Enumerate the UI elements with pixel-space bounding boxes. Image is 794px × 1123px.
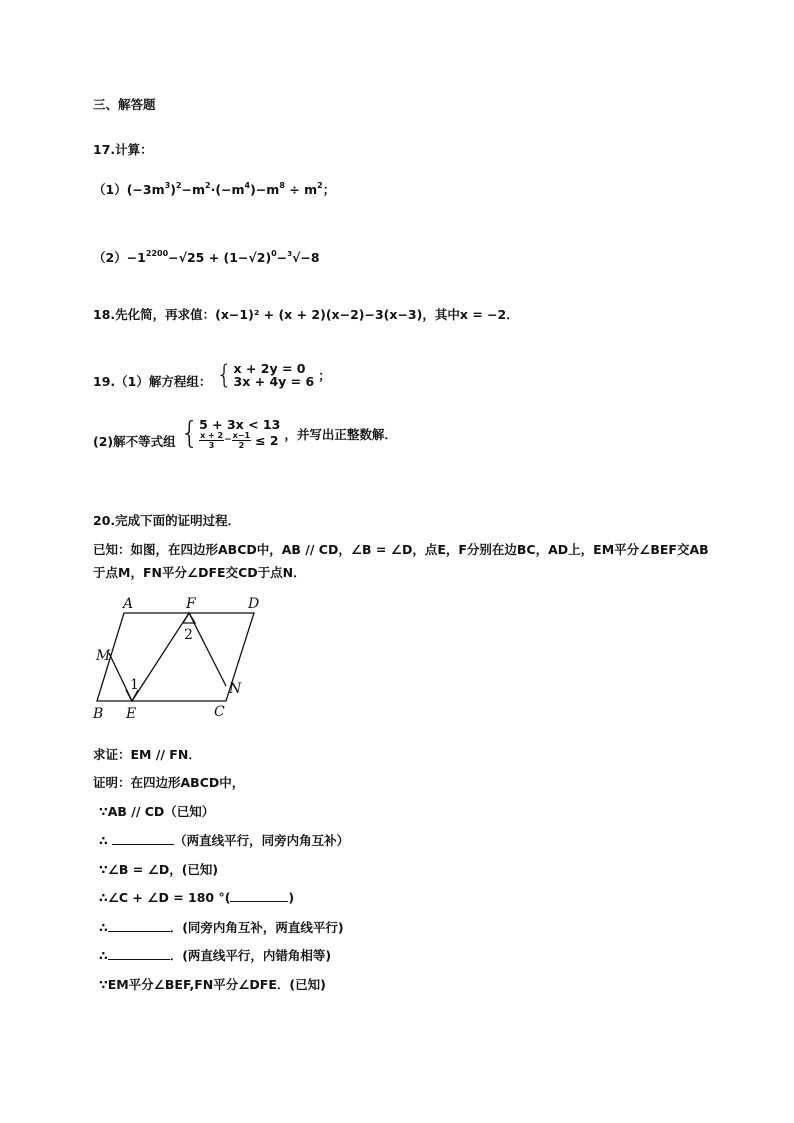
q20-proof-intro: 证明：在四边形ABCD中， xyxy=(93,775,245,790)
section-title: 三、解答题 xyxy=(93,97,156,112)
q17-p1-b: ) xyxy=(170,182,176,197)
q19-brace-1: { xyxy=(216,360,233,390)
segments-me-ef-fn xyxy=(109,613,226,701)
label-m: M xyxy=(96,648,111,664)
label-angle-2: 2 xyxy=(184,627,193,643)
q19-p2-tail: ，并写出正整数解． xyxy=(284,427,397,442)
q17-p1-h: ； xyxy=(322,182,336,197)
q17-p1-d: ·(−m xyxy=(210,182,245,197)
q17-p1-f: )−m xyxy=(250,182,280,197)
q20-given-line1: 已知：如图，在四边形ABCD中，AB // CD，∠B = ∠D，点E，F分别在边BC，AD上，EM平分∠BEF交AB xyxy=(93,542,709,557)
q17-part1 xyxy=(93,180,335,198)
label-n: N xyxy=(229,681,242,697)
q17-p2-a: −1 xyxy=(126,250,146,265)
q19-brace-2: { xyxy=(180,416,200,451)
q17-p1-g: ÷ m xyxy=(284,182,318,197)
q17-p2-e2200: 2200 xyxy=(145,249,169,258)
proof-step-6: ∴ ．(两直线平行，内错角相等) xyxy=(99,948,332,963)
q17-p2-e0: 0 xyxy=(271,249,277,258)
quadrilateral-figure xyxy=(88,592,278,724)
q19-p1-tail: ； xyxy=(318,368,331,383)
q17-p1-e8: 8 xyxy=(279,181,285,190)
q18-tail: ，其中x = −2． xyxy=(422,307,519,322)
proof-step-3: ∵∠B = ∠D，(已知) xyxy=(99,862,219,877)
blank-step-6[interactable] xyxy=(108,947,170,960)
label-b: B xyxy=(93,706,104,722)
q17-p1-e2: 2 xyxy=(175,181,182,190)
q20-given-line2: 于点M，FN平分∠DFE交CD于点N． xyxy=(93,565,306,580)
proof-step-4: ∴∠C + ∠D = 180 °( ) xyxy=(99,890,295,905)
q19-frac1: $\frac{x + 2}{3}$ xyxy=(200,431,224,450)
q18 xyxy=(93,305,519,323)
q20-label: 20.完成下面的证明过程． xyxy=(93,513,241,528)
q19-ineq1: 5 + 3x < 13 xyxy=(199,417,281,432)
label-f: F xyxy=(186,596,196,612)
q19-p2-label: (2)解不等式组 xyxy=(93,434,176,449)
blank-step-2[interactable] xyxy=(112,832,174,845)
q17-p2-num: （2） xyxy=(93,250,127,265)
label-c: C xyxy=(214,704,225,720)
q17-p1-e3: 3 xyxy=(164,181,171,190)
q17-p2-c: − xyxy=(276,250,288,265)
q19-ineq2: $\frac{x + 2}{3}$ − $\frac{x-1}{2}$ ≤ 2 xyxy=(200,431,279,450)
blank-step-5[interactable] xyxy=(108,919,170,932)
q17-p1-a: (−3m xyxy=(126,182,165,197)
q18-label: 18.先化简，再求值： xyxy=(93,307,216,322)
q17-part2 xyxy=(93,248,320,266)
q17-p1-e2c: 2 xyxy=(317,181,323,190)
q17-p1-e2b: 2 xyxy=(205,181,211,190)
q17-label: 17.计算： xyxy=(93,142,153,157)
label-angle-1: 1 xyxy=(130,677,139,693)
q19-eq2: 3x + 4y = 6 xyxy=(233,374,315,389)
q19-p1-label: 19.（1）解方程组： xyxy=(93,374,212,389)
q17-p2-d: √−8 xyxy=(292,250,320,265)
q19-inequality-system xyxy=(180,418,397,450)
proof-step-2: ∴ （两直线平行，同旁内角互补） xyxy=(99,833,350,848)
q17-p1-c: −m xyxy=(181,182,205,197)
q17-p1-e4: 4 xyxy=(244,181,251,190)
proof-step-1: ∵AB // CD（已知） xyxy=(99,804,215,819)
q20-prove: 求证：EM // FN． xyxy=(93,747,201,762)
q19-equation-system xyxy=(216,362,331,388)
label-d: D xyxy=(248,596,260,612)
label-a: A xyxy=(123,596,134,612)
label-e: E xyxy=(126,706,137,722)
q19-frac2: $\frac{x-1}{2}$ xyxy=(232,431,251,450)
blank-step-4[interactable] xyxy=(230,889,288,902)
proof-step-5: ∴ ．(同旁内角互补，两直线平行) xyxy=(99,920,344,935)
q19-eq1: x + 2y = 0 xyxy=(233,361,306,376)
q18-expr: (x−1)² + (x + 2)(x−2)−3(x−3) xyxy=(215,307,423,322)
q17-p2-root-index: 3 xyxy=(287,250,293,258)
q17-p1-num: （1） xyxy=(93,182,127,197)
q17-p2-b: −√25 + (1−√2) xyxy=(168,250,272,265)
proof-step-7: ∵EM平分∠BEF,FN平分∠DFE．(已知) xyxy=(99,977,326,992)
